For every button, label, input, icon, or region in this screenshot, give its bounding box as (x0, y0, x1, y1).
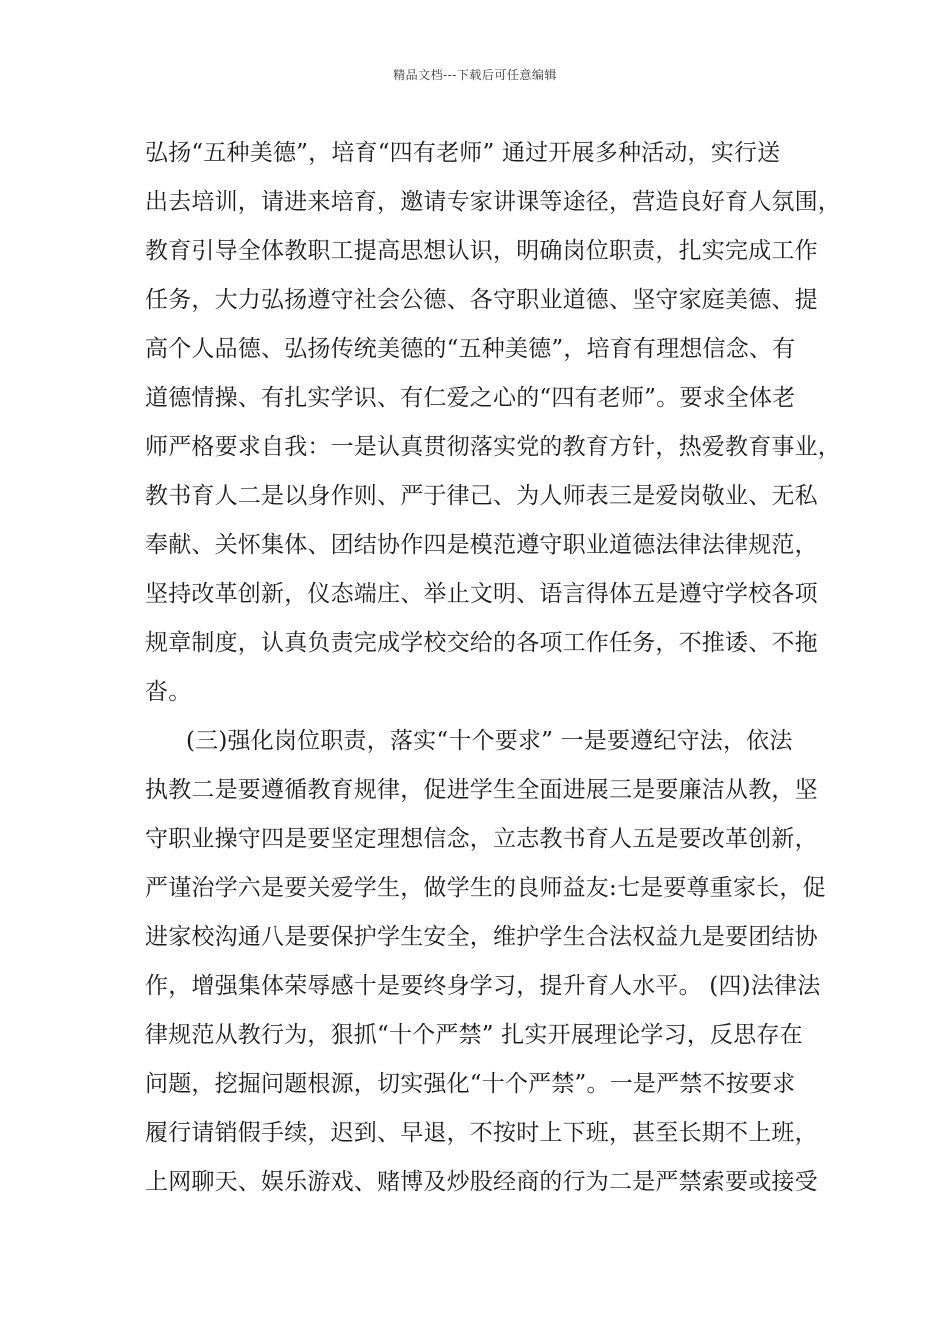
page-header: 精品文档---下载后可任意编辑 (393, 68, 557, 82)
text-line: 任务，大力弘扬遵守社会公德、各守职业道德、坚守家庭美德、提 (145, 287, 818, 313)
text-line: 教书育人二是以身作则、严于律己、为人师表三是爱岗敬业、无私 (145, 483, 818, 509)
text-line: 律规范从教行为，狠抓“十个严禁” 扎实开展理论学习，反思存在 (145, 1022, 803, 1048)
text-line: 坚持改革创新，仪态端庄、举止文明、语言得体五是遵守学校各项 (145, 581, 818, 607)
text-line: 进家校沟通八是要保护学生安全，维护学生合法权益九是要团结协 (145, 924, 818, 950)
text-line: 执教二是要遵循教育规律，促进学生全面进展三是要廉洁从教，坚 (145, 777, 818, 803)
text-line: 奉献、关怀集体、团结协作四是模范遵守职业道德法律法律规范， (145, 532, 818, 558)
text-line: 规章制度，认真负责完成学校交给的各项工作任务，不推诿、不拖 (145, 630, 818, 656)
text-line: 上网聊天、娱乐游戏、赌博及炒股经商的行为二是严禁索要或接受 (145, 1169, 818, 1195)
text-line: 作，增强集体荣辱感十是要终身学习，提升育人水平。 (四)法律法 (145, 973, 821, 999)
text-line: 守职业操守四是要坚定理想信念，立志教书育人五是要改革创新， (145, 826, 818, 852)
text-line: 师严格要求自我：一是认真贯彻落实党的教育方针，热爱教育事业， (145, 434, 841, 460)
text-line: 弘扬“五种美德”，培育“四有老师” 通过开展多种活动，实行送 (145, 140, 781, 166)
text-line: 问题，挖掘问题根源，切实强化“十个严禁”。一是严禁不按要求 (145, 1071, 796, 1097)
paragraph-first-line: (三)强化岗位职责，落实“十个要求” 一是要遵纪守法，依法 (186, 728, 793, 754)
text-line: 教育引导全体教职工提高思想认识，明确岗位职责，扎实完成工作 (145, 238, 818, 264)
text-line: 严谨治学六是要关爱学生，做学生的良师益友:七是要尊重家长，促 (145, 875, 826, 901)
text-line: 履行请销假手续，迟到、早退，不按时上下班，甚至长期不上班， (145, 1120, 818, 1146)
text-line: 道德情操、有扎实学识、有仁爱之心的“四有老师”。要求全体老 (145, 385, 796, 411)
text-line: 沓。 (145, 679, 192, 705)
text-line: 出去培训，请进来培育，邀请专家讲课等途径，营造良好育人氛围， (145, 189, 841, 215)
text-line: 高个人品德、弘扬传统美德的“五种美德”，培育有理想信念、有 (145, 336, 796, 362)
